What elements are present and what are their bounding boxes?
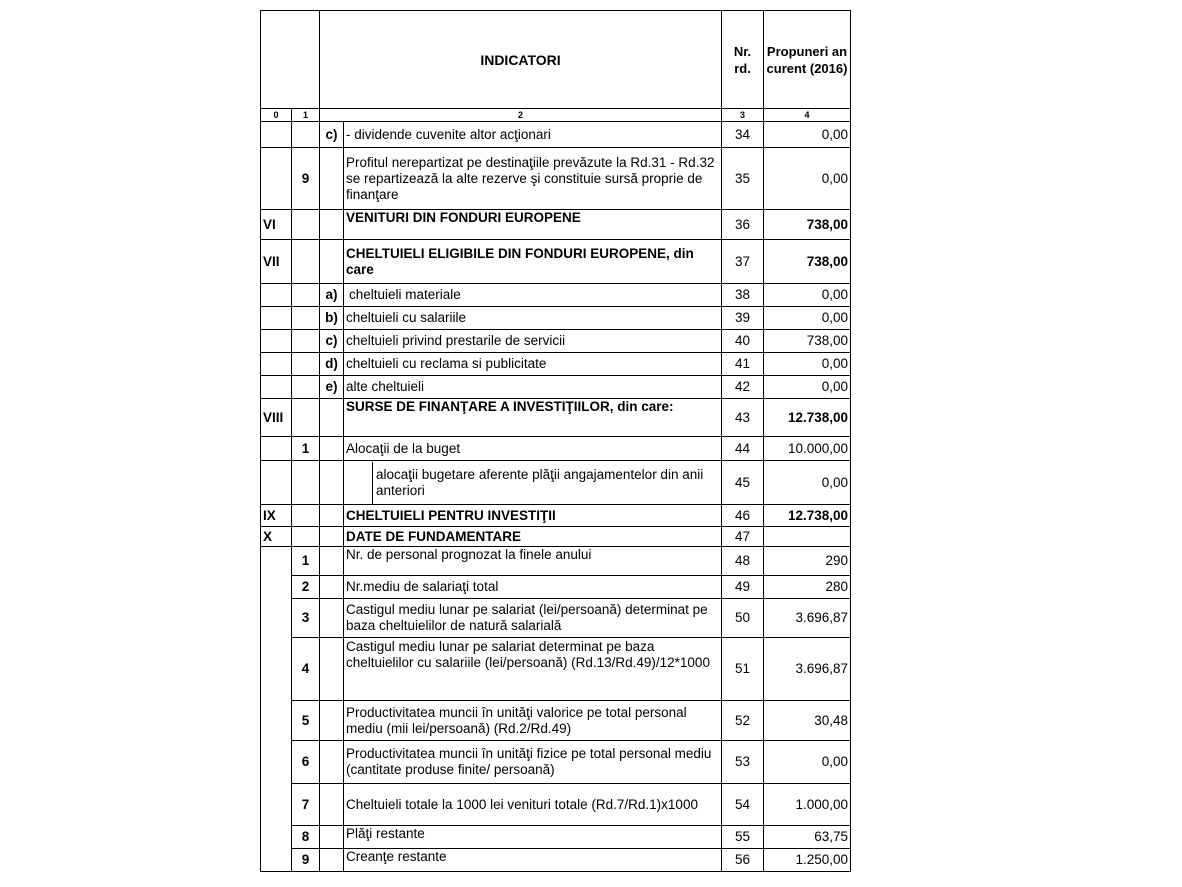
row-letter (320, 576, 344, 599)
row-nr: 35 (722, 148, 764, 210)
table-row (261, 826, 851, 849)
row-letter (320, 826, 344, 849)
row-number (292, 307, 320, 330)
row-value: 290 (764, 547, 851, 576)
row-number (292, 376, 320, 399)
row-roman (261, 284, 292, 307)
row-roman (261, 353, 292, 376)
row-value: 0,00 (764, 148, 851, 210)
row-text: DATE DE FUNDAMENTARE (344, 527, 722, 547)
row-number: 9 (292, 148, 320, 210)
row-number (292, 210, 320, 240)
row-nr: 45 (722, 461, 764, 505)
row-number: 1 (292, 547, 320, 576)
table-row (261, 638, 851, 701)
row-nr: 38 (722, 284, 764, 307)
row-letter (320, 240, 344, 284)
col-number: 1 (292, 109, 320, 122)
col-number: 2 (320, 109, 722, 122)
row-letter (320, 638, 344, 701)
row-text: CHELTUIELI PENTRU INVESTIŢII (344, 505, 722, 527)
row-text: SURSE DE FINANŢARE A INVESTIŢIILOR, din care: (344, 399, 722, 437)
row-roman (261, 330, 292, 353)
row-value: 0,00 (764, 461, 851, 505)
row-text: cheltuieli privind prestarile de servicii (344, 330, 722, 353)
col-number: 4 (764, 109, 851, 122)
table-row (261, 849, 851, 872)
row-roman: VI (261, 210, 292, 240)
row-letter (320, 461, 344, 505)
table-row (261, 210, 851, 240)
row-roman: X (261, 527, 292, 547)
row-value: 738,00 (764, 210, 851, 240)
row-number: 6 (292, 741, 320, 784)
row-nr: 49 (722, 576, 764, 599)
row-number: 2 (292, 576, 320, 599)
row-text: cheltuieli materiale (344, 284, 722, 307)
table-row (261, 461, 851, 505)
row-nr: 54 (722, 784, 764, 826)
row-letter (320, 547, 344, 576)
row-value: 738,00 (764, 240, 851, 284)
table-row (261, 399, 851, 437)
row-value: 0,00 (764, 376, 851, 399)
row-text: Nr.mediu de salariaţi total (344, 576, 722, 599)
row-value: 280 (764, 576, 851, 599)
header-blank (261, 11, 320, 109)
row-letter (320, 599, 344, 638)
row-value: 12.738,00 (764, 505, 851, 527)
table-row (261, 547, 851, 576)
row-text: Productivitatea muncii în unităţi fizice pe total personal mediu (cantitate produse finite/ persoană) (344, 741, 722, 784)
row-letter: c) (320, 122, 344, 148)
row-text: Plăţi restante (344, 826, 722, 849)
indent-spacer (344, 462, 373, 504)
row-number: 5 (292, 701, 320, 741)
row-text: CHELTUIELI ELIGIBILE DIN FONDURI EUROPENE, din care (344, 240, 722, 284)
row-nr: 52 (722, 701, 764, 741)
row-nr: 40 (722, 330, 764, 353)
row-letter (320, 399, 344, 437)
row-letter (320, 849, 344, 872)
table-row (261, 576, 851, 599)
row-value: 1.000,00 (764, 784, 851, 826)
col-number: 0 (261, 109, 292, 122)
header-propuneri: Propuneri an curent (2016) (764, 11, 851, 109)
row-nr: 42 (722, 376, 764, 399)
row-number: 9 (292, 849, 320, 872)
row-letter (320, 784, 344, 826)
table-row (261, 505, 851, 527)
row-nr: 53 (722, 741, 764, 784)
row-roman (261, 376, 292, 399)
row-letter: e) (320, 376, 344, 399)
row-number (292, 122, 320, 148)
row-nr: 47 (722, 527, 764, 547)
row-roman (261, 547, 292, 872)
row-value: 738,00 (764, 330, 851, 353)
row-text: Creanţe restante (344, 849, 722, 872)
row-text: Alocaţii de la buget (344, 437, 722, 461)
row-roman (261, 148, 292, 210)
row-value: 1.250,00 (764, 849, 851, 872)
row-letter (320, 527, 344, 547)
row-text: Productivitatea muncii în unităţi valorice pe total personal mediu (mii lei/persoană) (Rd.2/Rd.49) (344, 701, 722, 741)
row-value: 0,00 (764, 741, 851, 784)
row-number (292, 399, 320, 437)
row-number: 7 (292, 784, 320, 826)
table-row (261, 284, 851, 307)
col-number: 3 (722, 109, 764, 122)
row-roman: IX (261, 505, 292, 527)
table-row (261, 376, 851, 399)
table-row (261, 240, 851, 284)
row-roman (261, 307, 292, 330)
row-value: 0,00 (764, 307, 851, 330)
row-nr: 44 (722, 437, 764, 461)
table-row (261, 330, 851, 353)
row-number (292, 353, 320, 376)
row-nr: 55 (722, 826, 764, 849)
budget-table (260, 10, 851, 872)
row-nr: 50 (722, 599, 764, 638)
row-nr: 56 (722, 849, 764, 872)
row-letter (320, 701, 344, 741)
table-row (261, 741, 851, 784)
row-text: Castigul mediu lunar pe salariat determinat pe baza cheltuielilor cu salariile (lei/persoană) (Rd.13/Rd.49)/12*1000 (344, 638, 722, 701)
row-number (292, 461, 320, 505)
row-value: 0,00 (764, 284, 851, 307)
row-value: 12.738,00 (764, 399, 851, 437)
column-numbers-row (261, 109, 851, 122)
row-roman (261, 122, 292, 148)
row-letter: b) (320, 307, 344, 330)
row-letter: d) (320, 353, 344, 376)
row-text: Cheltuieli totale la 1000 lei venituri totale (Rd.7/Rd.1)x1000 (344, 784, 722, 826)
row-nr: 39 (722, 307, 764, 330)
row-letter (320, 437, 344, 461)
row-roman (261, 437, 292, 461)
row-letter (320, 210, 344, 240)
table-row (261, 353, 851, 376)
row-value: 10.000,00 (764, 437, 851, 461)
table-row (261, 701, 851, 741)
row-letter (320, 741, 344, 784)
row-text: cheltuieli cu reclama si publicitate (344, 353, 722, 376)
row-number (292, 505, 320, 527)
row-value: 0,00 (764, 122, 851, 148)
row-value (764, 527, 851, 547)
row-nr: 34 (722, 122, 764, 148)
header-row (261, 11, 851, 109)
row-roman (261, 461, 292, 505)
row-text: Profitul nerepartizat pe destinaţiile prevăzute la Rd.31 - Rd.32 se repartizează la alte rezerve şi constituie sursă proprie de finanţare (344, 148, 722, 210)
header-indicatori: INDICATORI (320, 11, 722, 109)
row-value: 63,75 (764, 826, 851, 849)
row-letter (320, 505, 344, 527)
row-value: 0,00 (764, 353, 851, 376)
row-roman: VIII (261, 399, 292, 437)
row-nr: 37 (722, 240, 764, 284)
table-row (261, 437, 851, 461)
row-letter (320, 148, 344, 210)
table-row (261, 599, 851, 638)
row-text: alocaţii bugetare aferente plăţii angajamentelor din anii anteriori (376, 466, 704, 498)
table-row (261, 122, 851, 148)
row-text-cell (344, 461, 722, 505)
table-row (261, 148, 851, 210)
row-nr: 48 (722, 547, 764, 576)
row-value: 30,48 (764, 701, 851, 741)
row-value: 3.696,87 (764, 599, 851, 638)
row-text: cheltuieli cu salariile (344, 307, 722, 330)
row-letter: a) (320, 284, 344, 307)
row-text: - dividende cuvenite altor acţionari (344, 122, 722, 148)
row-number: 4 (292, 638, 320, 701)
row-number (292, 330, 320, 353)
row-text: Nr. de personal prognozat la finele anului (344, 547, 722, 576)
row-nr: 41 (722, 353, 764, 376)
row-roman: VII (261, 240, 292, 284)
row-letter: c) (320, 330, 344, 353)
row-text: VENITURI DIN FONDURI EUROPENE (344, 210, 722, 240)
row-nr: 46 (722, 505, 764, 527)
table-row (261, 784, 851, 826)
row-number: 8 (292, 826, 320, 849)
row-number (292, 284, 320, 307)
header-nr-rd: Nr. rd. (722, 11, 764, 109)
row-nr: 36 (722, 210, 764, 240)
row-text: Castigul mediu lunar pe salariat (lei/persoană) determinat pe baza cheltuielilor de natură salarială (344, 599, 722, 638)
row-number (292, 527, 320, 547)
row-number: 1 (292, 437, 320, 461)
row-text: alte cheltuieli (344, 376, 722, 399)
row-nr: 43 (722, 399, 764, 437)
row-value: 3.696,87 (764, 638, 851, 701)
table-row (261, 307, 851, 330)
row-number: 3 (292, 599, 320, 638)
row-number (292, 240, 320, 284)
table-row (261, 527, 851, 547)
row-nr: 51 (722, 638, 764, 701)
